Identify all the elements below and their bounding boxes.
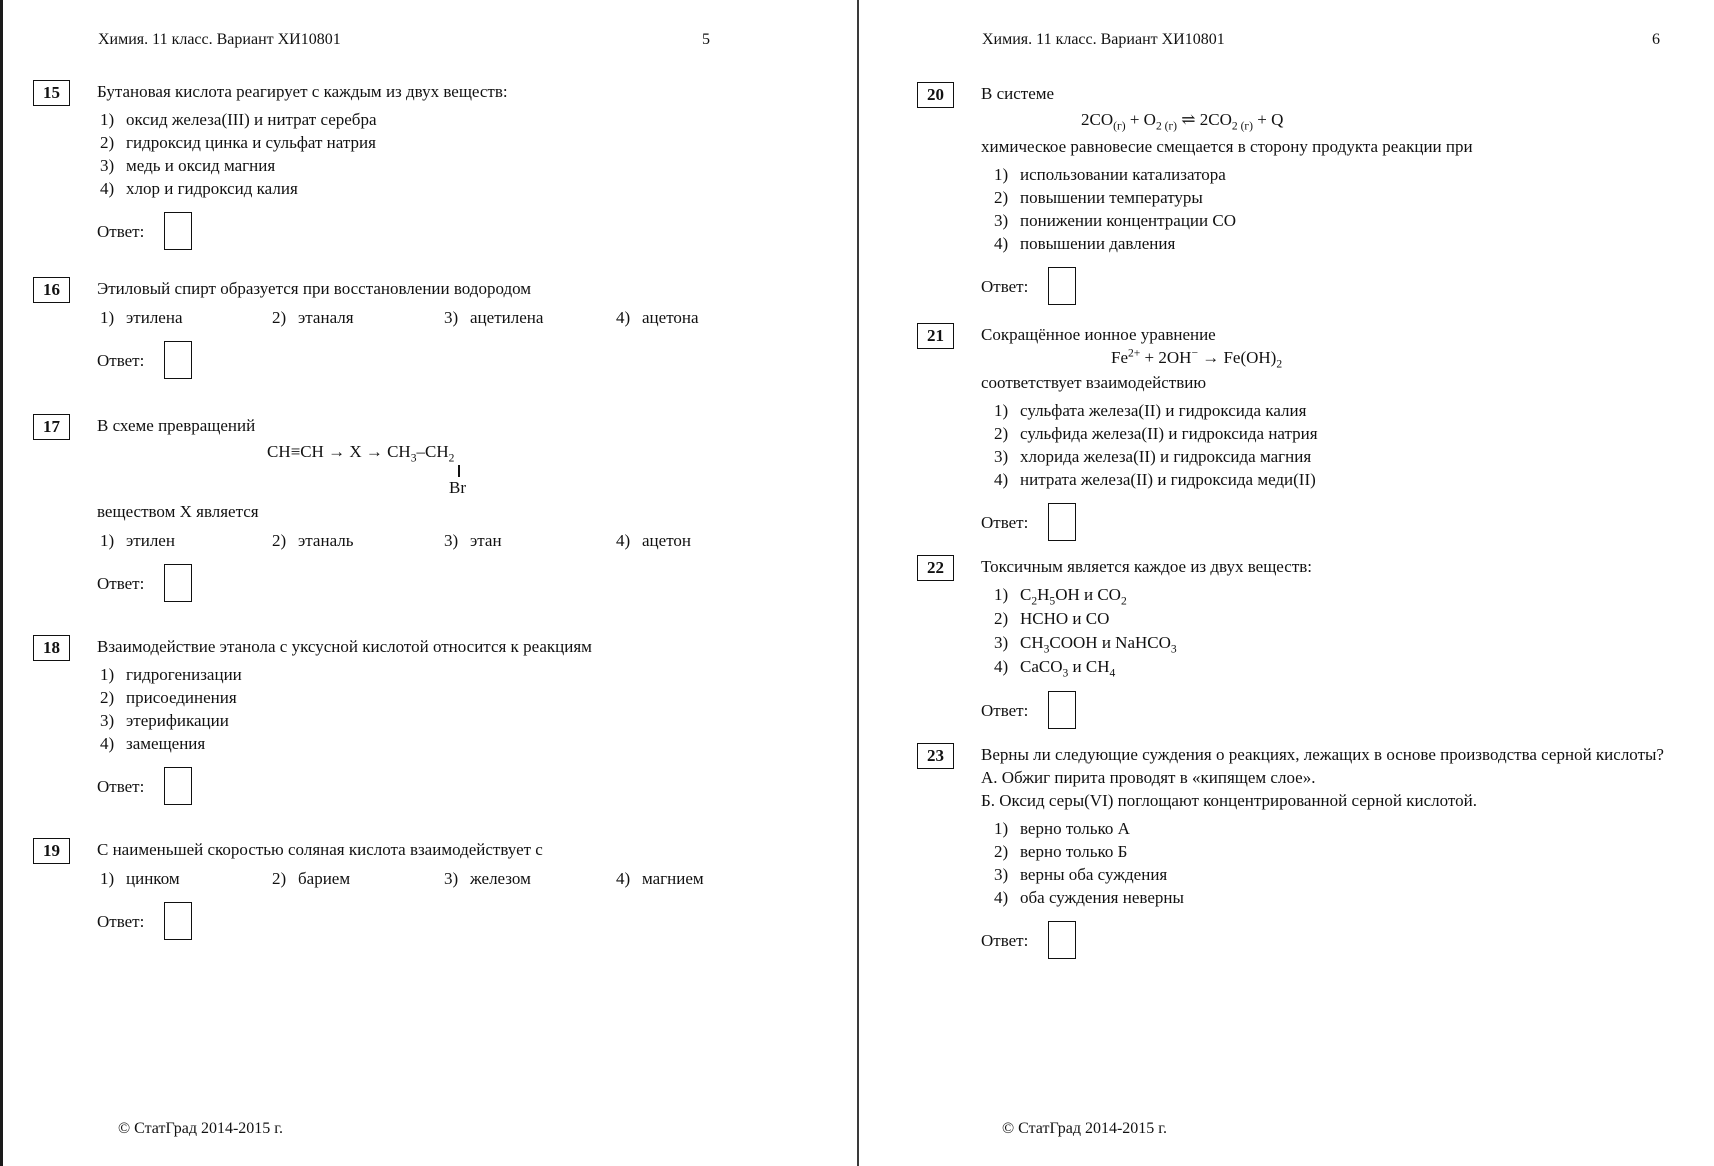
option (444, 867, 616, 890)
answer-label: Ответ: (981, 512, 1029, 532)
question-text: соответствует взаимодействию (981, 373, 1207, 392)
option (994, 607, 1674, 631)
page-footer: © СтатГрад 2014-2015 г. (118, 1120, 284, 1137)
option-number: 3) (444, 869, 459, 888)
question-number-box: 22 (917, 555, 954, 581)
option (994, 583, 1674, 607)
question-18 (33, 635, 797, 805)
option-number: 2) (272, 308, 287, 327)
option-number: 4) (994, 657, 1009, 676)
option-number: 2) (994, 188, 1009, 207)
option-number: 1) (100, 869, 115, 888)
answer-row (97, 212, 797, 250)
option (994, 422, 1674, 445)
option-number: 1) (994, 819, 1009, 838)
answer-input-box[interactable] (164, 341, 192, 379)
option (994, 209, 1674, 232)
question-17 (33, 414, 797, 602)
option-number: 1) (100, 531, 115, 550)
option (444, 306, 616, 329)
option-text: хлор и гидроксид калия (126, 179, 298, 198)
options-list (994, 399, 1674, 491)
page-5 (3, 0, 859, 1166)
reaction-scheme (267, 440, 797, 496)
question-20 (917, 82, 1674, 305)
answer-label: Ответ: (981, 930, 1029, 950)
question-number-box: 15 (33, 80, 70, 106)
option-number: 2) (100, 688, 115, 707)
option (444, 529, 616, 552)
question-number-box: 21 (917, 323, 954, 349)
option (994, 840, 1674, 863)
statement-a: А. Обжиг пирита проводят в «кипящем слое». (981, 768, 1316, 787)
question-text: Сокращённое ионное уравнение (981, 325, 1216, 344)
option-text: этаналь (298, 531, 354, 550)
question-16 (33, 277, 797, 379)
option (994, 817, 1674, 840)
question-number-box: 17 (33, 414, 70, 440)
option-number: 4) (994, 470, 1009, 489)
bond-line (458, 465, 460, 477)
option (100, 306, 272, 329)
option-text: понижении концентрации CO (1020, 211, 1236, 230)
option-number: 2) (994, 842, 1009, 861)
option-number: 4) (616, 869, 631, 888)
answer-row (981, 503, 1674, 541)
option-text: сульфата железа(II) и гидроксида калия (1020, 401, 1307, 420)
answer-input-box[interactable] (164, 767, 192, 805)
question-text: Взаимодействие этанола с уксусной кислотой относится к реакциям (97, 637, 592, 656)
option-number: 4) (994, 234, 1009, 253)
option-text: повышении температуры (1020, 188, 1203, 207)
answer-row (981, 691, 1674, 729)
option-number: 4) (100, 179, 115, 198)
option (994, 468, 1674, 491)
question-text: В системе (981, 84, 1055, 103)
question-22 (917, 555, 1674, 729)
answer-row (97, 341, 797, 379)
option-number: 1) (994, 401, 1009, 420)
option-text: этан (470, 531, 502, 550)
question-19 (33, 838, 797, 940)
page-header (98, 30, 710, 50)
option-number: 2) (994, 424, 1009, 443)
option-text: этилен (126, 531, 175, 550)
option (994, 631, 1674, 655)
answer-label: Ответ: (981, 276, 1029, 296)
option-text: этаналя (298, 308, 354, 327)
option-text: ацетилена (470, 308, 544, 327)
option-text: ацетона (642, 308, 699, 327)
options-list (100, 108, 797, 200)
option-text: верно только Б (1020, 842, 1128, 861)
answer-input-box[interactable] (164, 564, 192, 602)
answer-row (97, 902, 797, 940)
option-number: 4) (100, 734, 115, 753)
option (100, 867, 272, 890)
options-list (994, 817, 1674, 909)
question-text: С наименьшей скоростью соляная кислота взаимодействует с (97, 840, 543, 859)
answer-label: Ответ: (97, 350, 145, 370)
option-number: 3) (994, 633, 1009, 652)
option-number: 1) (994, 165, 1009, 184)
answer-input-box[interactable] (1048, 691, 1076, 729)
option-number: 2) (100, 133, 115, 152)
option-text: нитрата железа(II) и гидроксида меди(II) (1020, 470, 1316, 489)
option-text: HCHO и CO (1020, 609, 1110, 628)
option-text: этилена (126, 308, 183, 327)
question-text: Этиловый спирт образуется при восстановлении водородом (97, 279, 532, 298)
option (100, 177, 797, 200)
option (994, 163, 1674, 186)
answer-input-box[interactable] (164, 212, 192, 250)
option (616, 867, 704, 890)
option (100, 686, 797, 709)
option-number: 2) (272, 869, 287, 888)
option-text: $C_2H_5OH$ и $CO_2$ (1020, 585, 1127, 608)
option (100, 131, 797, 154)
header-title: Химия. 11 класс. Вариант ХИ10801 (982, 31, 1225, 48)
question-number-box: 19 (33, 838, 70, 864)
option-number: 3) (100, 711, 115, 730)
option-text: хлорида железа(II) и гидроксида магния (1020, 447, 1312, 466)
question-number-box: 18 (33, 635, 70, 661)
question-number-box: 20 (917, 82, 954, 108)
option-text: гидрогенизации (126, 665, 242, 684)
question-text: Верны ли следующие суждения о реакциях, лежащих в основе производства серной кислоты? (981, 745, 1664, 764)
option (994, 186, 1674, 209)
option (100, 154, 797, 177)
page-number: 5 (702, 31, 710, 48)
option-number: 4) (616, 308, 631, 327)
option-number: 3) (444, 308, 459, 327)
option-number: 1) (994, 585, 1009, 604)
scheme-branch-label: Br (449, 478, 466, 497)
option-text: гидроксид цинка и сульфат натрия (126, 133, 376, 152)
page-header (982, 30, 1660, 50)
answer-label: Ответ: (97, 911, 145, 931)
option-text: цинком (126, 869, 180, 888)
question-23 (917, 743, 1674, 959)
option-text: оксид железа(III) и нитрат серебра (126, 110, 377, 129)
answer-input-box[interactable] (164, 902, 192, 940)
option-text: оба суждения неверны (1020, 888, 1184, 907)
option-text: железом (470, 869, 531, 888)
answer-label: Ответ: (981, 700, 1029, 720)
question-number-box: 16 (33, 277, 70, 303)
ionic-equation: $Fe^{2+} + 2OH^- \to Fe(OH)_2$ (1111, 346, 1283, 371)
option-text: ацетон (642, 531, 691, 550)
option-text: замещения (126, 734, 206, 753)
options-row (100, 867, 797, 890)
question-15 (33, 80, 797, 250)
question-text: веществом X является (97, 502, 259, 521)
option (994, 863, 1674, 886)
statement-b: Б. Оксид серы(VI) поглощают концентрированной серной кислотой. (981, 791, 1477, 810)
option (994, 399, 1674, 422)
option-text: CaCO$_3$ и $CH_4$ (1020, 657, 1116, 680)
option-number: 1) (100, 308, 115, 327)
option-text: сульфида железа(II) и гидроксида натрия (1020, 424, 1318, 443)
answer-input-box[interactable] (1048, 267, 1076, 305)
options-list (994, 583, 1674, 679)
scheme-formula: $CH\equiv CH \to X \to CH_3-CH_2$ (267, 442, 455, 465)
option-text: барием (298, 869, 351, 888)
option (994, 886, 1674, 909)
option-text: магнием (642, 869, 704, 888)
question-text: Токсичным является каждое из двух веществ: (981, 557, 1312, 576)
question-21 (917, 323, 1674, 541)
option (100, 529, 272, 552)
option-text: $CH_3COOH$ и NaHCO$_3$ (1020, 633, 1177, 656)
option-number: 4) (616, 531, 631, 550)
options-row (100, 306, 797, 329)
option-number: 2) (994, 609, 1009, 628)
option (100, 108, 797, 131)
answer-row (981, 921, 1674, 959)
options-list (100, 663, 797, 755)
option-number: 3) (100, 156, 115, 175)
option-number: 1) (100, 665, 115, 684)
chemical-equation: $2CO_{(г)} + O_{2 (г)}$ ⇌ $2CO_{2 (г)} + Q$ (1081, 110, 1284, 133)
option (616, 529, 691, 552)
options-list (994, 163, 1674, 255)
option-text: верно только А (1020, 819, 1130, 838)
page-number: 6 (1652, 31, 1660, 48)
option-text: присоединения (126, 688, 237, 707)
answer-label: Ответ: (97, 776, 145, 796)
scheme-branch (449, 465, 797, 496)
option (994, 445, 1674, 468)
answer-label: Ответ: (97, 573, 145, 593)
option (100, 732, 797, 755)
option-number: 3) (444, 531, 459, 550)
option-number: 3) (994, 447, 1009, 466)
question-text: Бутановая кислота реагирует с каждым из двух веществ: (97, 82, 508, 101)
answer-row (97, 767, 797, 805)
answer-row (981, 267, 1674, 305)
option-text: использовании катализатора (1020, 165, 1226, 184)
option (100, 663, 797, 686)
option (994, 232, 1674, 255)
page-6 (859, 0, 1714, 1166)
option-number: 3) (994, 211, 1009, 230)
option-text: повышении давления (1020, 234, 1176, 253)
option (616, 306, 699, 329)
answer-label: Ответ: (97, 221, 145, 241)
option-number: 2) (272, 531, 287, 550)
answer-input-box[interactable] (1048, 503, 1076, 541)
options-row (100, 529, 797, 552)
question-number-box: 23 (917, 743, 954, 769)
answer-input-box[interactable] (1048, 921, 1076, 959)
option (994, 655, 1674, 679)
page-footer: © СтатГрад 2014-2015 г. (1002, 1120, 1168, 1137)
question-text: В схеме превращений (97, 416, 256, 435)
header-title: Химия. 11 класс. Вариант ХИ10801 (98, 31, 341, 48)
option-text: медь и оксид магния (126, 156, 276, 175)
option-text: верны оба суждения (1020, 865, 1168, 884)
option-number: 3) (994, 865, 1009, 884)
option-number: 4) (994, 888, 1009, 907)
option-number: 1) (100, 110, 115, 129)
option (100, 709, 797, 732)
option (272, 867, 444, 890)
option (272, 306, 444, 329)
question-text: химическое равновесие смещается в сторону продукта реакции при (981, 137, 1473, 156)
answer-row (97, 564, 797, 602)
option-text: этерификации (126, 711, 229, 730)
option (272, 529, 444, 552)
